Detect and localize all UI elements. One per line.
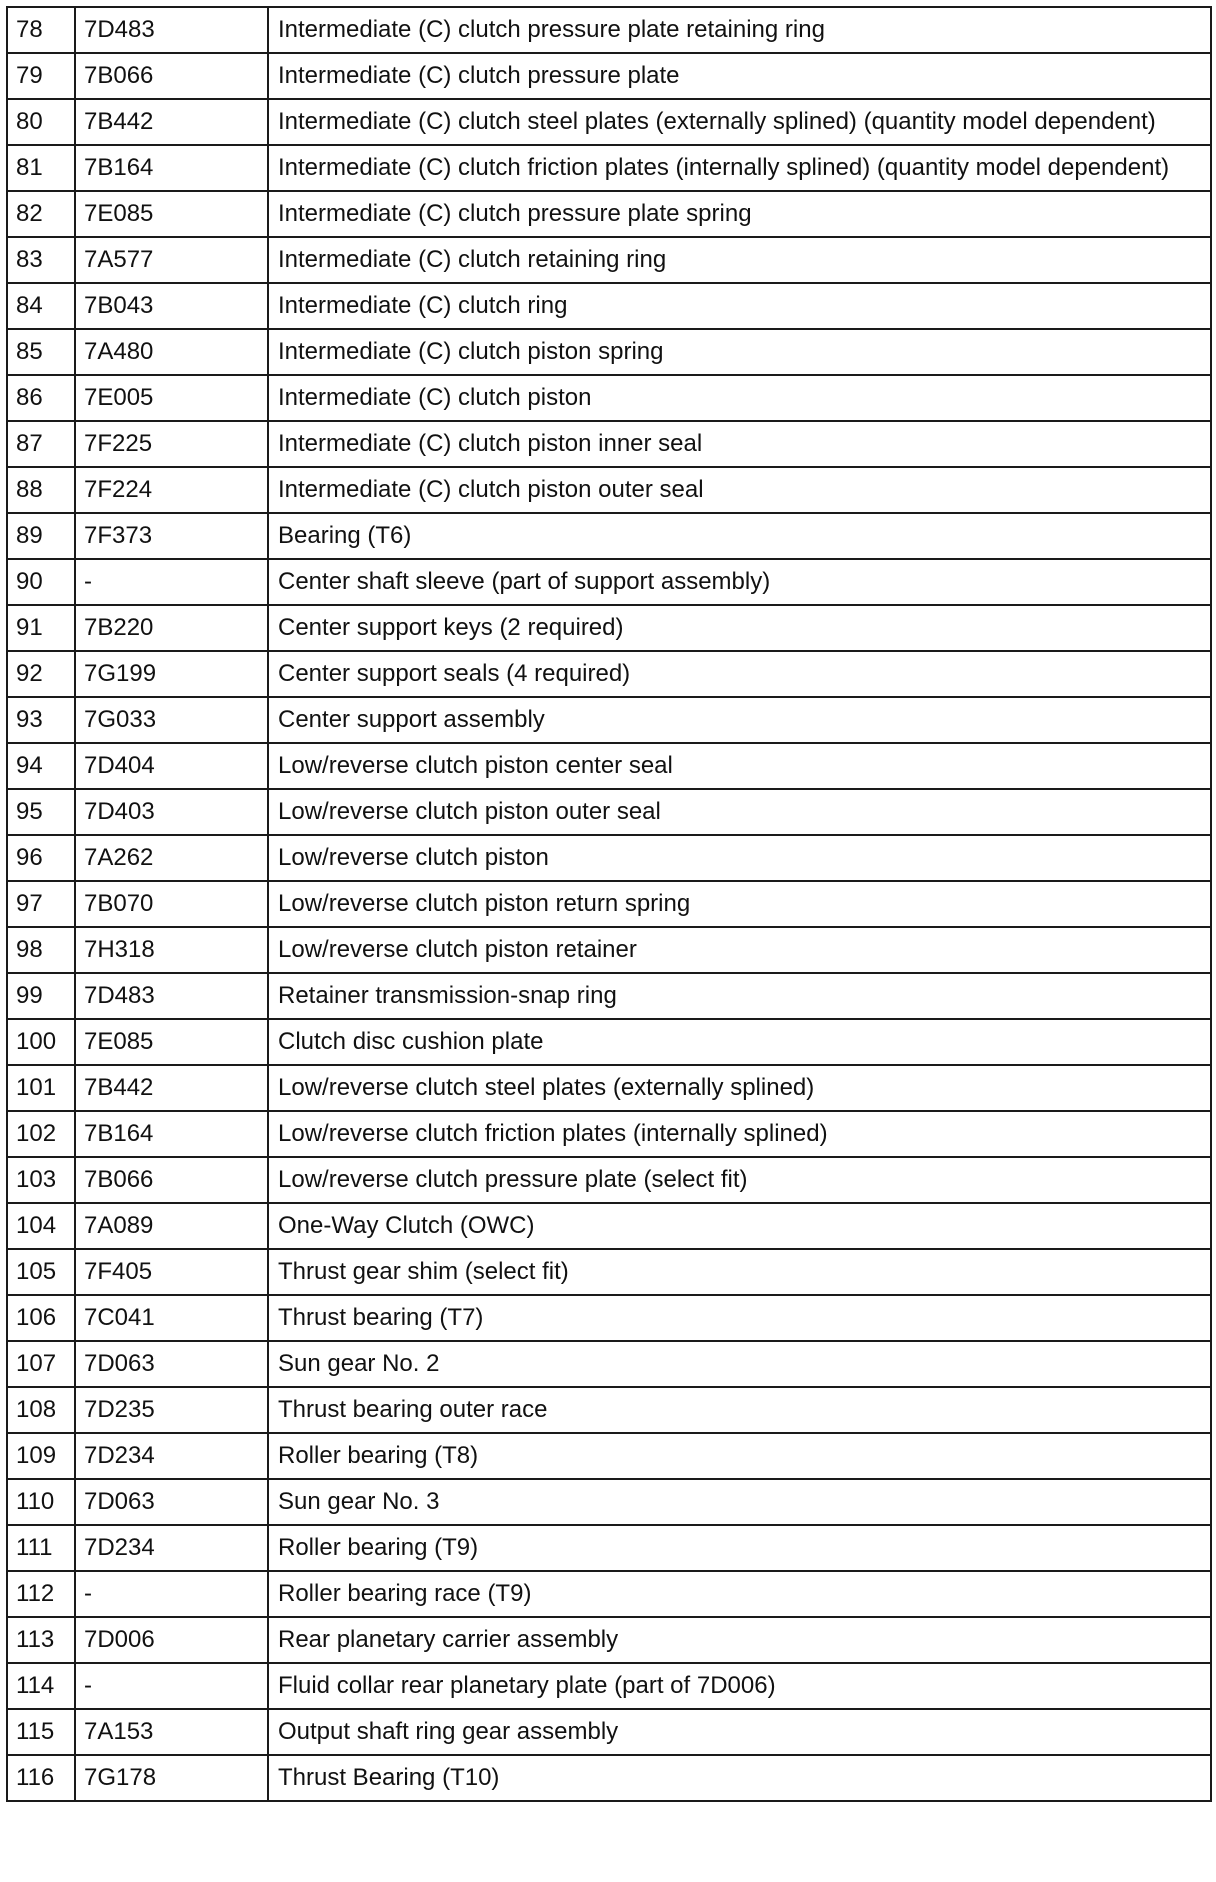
table-row bbox=[7, 1295, 1211, 1341]
part-number-cell: 7G199 bbox=[75, 651, 268, 697]
part-number-cell: 7A577 bbox=[75, 237, 268, 283]
item-number-cell: 87 bbox=[7, 421, 75, 467]
part-number-cell: 7E085 bbox=[75, 1019, 268, 1065]
description-cell: Roller bearing (T9) bbox=[268, 1525, 1211, 1571]
table-row bbox=[7, 1157, 1211, 1203]
item-number-cell: 85 bbox=[7, 329, 75, 375]
parts-table-body bbox=[7, 7, 1211, 1801]
table-row bbox=[7, 1387, 1211, 1433]
part-number-cell: - bbox=[75, 559, 268, 605]
parts-table-container bbox=[6, 6, 1210, 1802]
description-cell: Low/reverse clutch friction plates (internally splined) bbox=[268, 1111, 1211, 1157]
description-cell: Center support seals (4 required) bbox=[268, 651, 1211, 697]
table-row bbox=[7, 1433, 1211, 1479]
description-cell: Intermediate (C) clutch pressure plate bbox=[268, 53, 1211, 99]
description-cell: Rear planetary carrier assembly bbox=[268, 1617, 1211, 1663]
part-number-cell: 7D483 bbox=[75, 973, 268, 1019]
part-number-cell: 7D063 bbox=[75, 1479, 268, 1525]
part-number-cell: 7D403 bbox=[75, 789, 268, 835]
part-number-cell: 7D404 bbox=[75, 743, 268, 789]
description-cell: Intermediate (C) clutch piston outer seal bbox=[268, 467, 1211, 513]
part-number-cell: 7B066 bbox=[75, 53, 268, 99]
table-row bbox=[7, 1663, 1211, 1709]
description-cell: Thrust bearing outer race bbox=[268, 1387, 1211, 1433]
table-row bbox=[7, 1111, 1211, 1157]
description-cell: Intermediate (C) clutch piston inner seal bbox=[268, 421, 1211, 467]
item-number-cell: 84 bbox=[7, 283, 75, 329]
part-number-cell: 7A262 bbox=[75, 835, 268, 881]
item-number-cell: 112 bbox=[7, 1571, 75, 1617]
part-number-cell: 7A089 bbox=[75, 1203, 268, 1249]
table-row bbox=[7, 53, 1211, 99]
part-number-cell: - bbox=[75, 1663, 268, 1709]
description-cell: Low/reverse clutch piston center seal bbox=[268, 743, 1211, 789]
table-row bbox=[7, 1617, 1211, 1663]
part-number-cell: 7D235 bbox=[75, 1387, 268, 1433]
part-number-cell: 7F224 bbox=[75, 467, 268, 513]
description-cell: Low/reverse clutch steel plates (externally splined) bbox=[268, 1065, 1211, 1111]
part-number-cell: 7B442 bbox=[75, 1065, 268, 1111]
item-number-cell: 103 bbox=[7, 1157, 75, 1203]
part-number-cell: 7G033 bbox=[75, 697, 268, 743]
part-number-cell: 7B070 bbox=[75, 881, 268, 927]
description-cell: Low/reverse clutch piston return spring bbox=[268, 881, 1211, 927]
table-row bbox=[7, 559, 1211, 605]
description-cell: Intermediate (C) clutch piston spring bbox=[268, 329, 1211, 375]
table-row bbox=[7, 1571, 1211, 1617]
part-number-cell: 7D234 bbox=[75, 1525, 268, 1571]
item-number-cell: 102 bbox=[7, 1111, 75, 1157]
description-cell: Intermediate (C) clutch pressure plate retaining ring bbox=[268, 7, 1211, 53]
item-number-cell: 90 bbox=[7, 559, 75, 605]
part-number-cell: 7B066 bbox=[75, 1157, 268, 1203]
table-row bbox=[7, 329, 1211, 375]
description-cell: Thrust Bearing (T10) bbox=[268, 1755, 1211, 1801]
part-number-cell: - bbox=[75, 1571, 268, 1617]
part-number-cell: 7B043 bbox=[75, 283, 268, 329]
description-cell: Low/reverse clutch piston retainer bbox=[268, 927, 1211, 973]
table-row bbox=[7, 1755, 1211, 1801]
description-cell: Intermediate (C) clutch piston bbox=[268, 375, 1211, 421]
item-number-cell: 98 bbox=[7, 927, 75, 973]
item-number-cell: 110 bbox=[7, 1479, 75, 1525]
table-row bbox=[7, 1019, 1211, 1065]
item-number-cell: 114 bbox=[7, 1663, 75, 1709]
description-cell: Center support assembly bbox=[268, 697, 1211, 743]
table-row bbox=[7, 99, 1211, 145]
item-number-cell: 107 bbox=[7, 1341, 75, 1387]
item-number-cell: 105 bbox=[7, 1249, 75, 1295]
part-number-cell: 7B164 bbox=[75, 145, 268, 191]
table-row bbox=[7, 1249, 1211, 1295]
item-number-cell: 88 bbox=[7, 467, 75, 513]
description-cell: Intermediate (C) clutch retaining ring bbox=[268, 237, 1211, 283]
item-number-cell: 109 bbox=[7, 1433, 75, 1479]
table-row bbox=[7, 743, 1211, 789]
table-row bbox=[7, 1203, 1211, 1249]
item-number-cell: 94 bbox=[7, 743, 75, 789]
table-row bbox=[7, 1709, 1211, 1755]
table-row bbox=[7, 375, 1211, 421]
part-number-cell: 7D006 bbox=[75, 1617, 268, 1663]
item-number-cell: 106 bbox=[7, 1295, 75, 1341]
table-row bbox=[7, 7, 1211, 53]
item-number-cell: 91 bbox=[7, 605, 75, 651]
table-row bbox=[7, 283, 1211, 329]
description-cell: Low/reverse clutch pressure plate (select fit) bbox=[268, 1157, 1211, 1203]
description-cell: Clutch disc cushion plate bbox=[268, 1019, 1211, 1065]
description-cell: Intermediate (C) clutch ring bbox=[268, 283, 1211, 329]
item-number-cell: 100 bbox=[7, 1019, 75, 1065]
table-row bbox=[7, 1525, 1211, 1571]
parts-table bbox=[6, 6, 1212, 1802]
part-number-cell: 7H318 bbox=[75, 927, 268, 973]
item-number-cell: 99 bbox=[7, 973, 75, 1019]
description-cell: Center support keys (2 required) bbox=[268, 605, 1211, 651]
item-number-cell: 115 bbox=[7, 1709, 75, 1755]
description-cell: Low/reverse clutch piston bbox=[268, 835, 1211, 881]
table-row bbox=[7, 651, 1211, 697]
description-cell: Intermediate (C) clutch steel plates (externally splined) (quantity model dependent) bbox=[268, 99, 1211, 145]
table-row bbox=[7, 421, 1211, 467]
table-row bbox=[7, 789, 1211, 835]
description-cell: Center shaft sleeve (part of support assembly) bbox=[268, 559, 1211, 605]
part-number-cell: 7F405 bbox=[75, 1249, 268, 1295]
part-number-cell: 7E085 bbox=[75, 191, 268, 237]
description-cell: Retainer transmission-snap ring bbox=[268, 973, 1211, 1019]
table-row bbox=[7, 1065, 1211, 1111]
item-number-cell: 86 bbox=[7, 375, 75, 421]
table-row bbox=[7, 973, 1211, 1019]
table-row bbox=[7, 697, 1211, 743]
item-number-cell: 83 bbox=[7, 237, 75, 283]
description-cell: Thrust bearing (T7) bbox=[268, 1295, 1211, 1341]
table-row bbox=[7, 927, 1211, 973]
description-cell: Intermediate (C) clutch friction plates (internally splined) (quantity model dependent) bbox=[268, 145, 1211, 191]
part-number-cell: 7E005 bbox=[75, 375, 268, 421]
part-number-cell: 7B442 bbox=[75, 99, 268, 145]
table-row bbox=[7, 191, 1211, 237]
part-number-cell: 7G178 bbox=[75, 1755, 268, 1801]
table-row bbox=[7, 467, 1211, 513]
part-number-cell: 7A480 bbox=[75, 329, 268, 375]
description-cell: One-Way Clutch (OWC) bbox=[268, 1203, 1211, 1249]
description-cell: Fluid collar rear planetary plate (part of 7D006) bbox=[268, 1663, 1211, 1709]
item-number-cell: 95 bbox=[7, 789, 75, 835]
item-number-cell: 97 bbox=[7, 881, 75, 927]
item-number-cell: 89 bbox=[7, 513, 75, 559]
item-number-cell: 96 bbox=[7, 835, 75, 881]
description-cell: Thrust gear shim (select fit) bbox=[268, 1249, 1211, 1295]
description-cell: Roller bearing race (T9) bbox=[268, 1571, 1211, 1617]
part-number-cell: 7A153 bbox=[75, 1709, 268, 1755]
table-row bbox=[7, 237, 1211, 283]
part-number-cell: 7F373 bbox=[75, 513, 268, 559]
item-number-cell: 93 bbox=[7, 697, 75, 743]
description-cell: Bearing (T6) bbox=[268, 513, 1211, 559]
item-number-cell: 104 bbox=[7, 1203, 75, 1249]
description-cell: Sun gear No. 2 bbox=[268, 1341, 1211, 1387]
table-row bbox=[7, 835, 1211, 881]
part-number-cell: 7D483 bbox=[75, 7, 268, 53]
table-row bbox=[7, 605, 1211, 651]
part-number-cell: 7B164 bbox=[75, 1111, 268, 1157]
part-number-cell: 7C041 bbox=[75, 1295, 268, 1341]
item-number-cell: 82 bbox=[7, 191, 75, 237]
table-row bbox=[7, 513, 1211, 559]
table-row bbox=[7, 145, 1211, 191]
description-cell: Output shaft ring gear assembly bbox=[268, 1709, 1211, 1755]
item-number-cell: 81 bbox=[7, 145, 75, 191]
item-number-cell: 92 bbox=[7, 651, 75, 697]
item-number-cell: 116 bbox=[7, 1755, 75, 1801]
part-number-cell: 7B220 bbox=[75, 605, 268, 651]
description-cell: Low/reverse clutch piston outer seal bbox=[268, 789, 1211, 835]
table-row bbox=[7, 1479, 1211, 1525]
part-number-cell: 7D063 bbox=[75, 1341, 268, 1387]
item-number-cell: 108 bbox=[7, 1387, 75, 1433]
item-number-cell: 113 bbox=[7, 1617, 75, 1663]
description-cell: Roller bearing (T8) bbox=[268, 1433, 1211, 1479]
description-cell: Sun gear No. 3 bbox=[268, 1479, 1211, 1525]
part-number-cell: 7D234 bbox=[75, 1433, 268, 1479]
item-number-cell: 78 bbox=[7, 7, 75, 53]
item-number-cell: 101 bbox=[7, 1065, 75, 1111]
item-number-cell: 79 bbox=[7, 53, 75, 99]
table-row bbox=[7, 881, 1211, 927]
part-number-cell: 7F225 bbox=[75, 421, 268, 467]
item-number-cell: 80 bbox=[7, 99, 75, 145]
description-cell: Intermediate (C) clutch pressure plate spring bbox=[268, 191, 1211, 237]
table-row bbox=[7, 1341, 1211, 1387]
item-number-cell: 111 bbox=[7, 1525, 75, 1571]
